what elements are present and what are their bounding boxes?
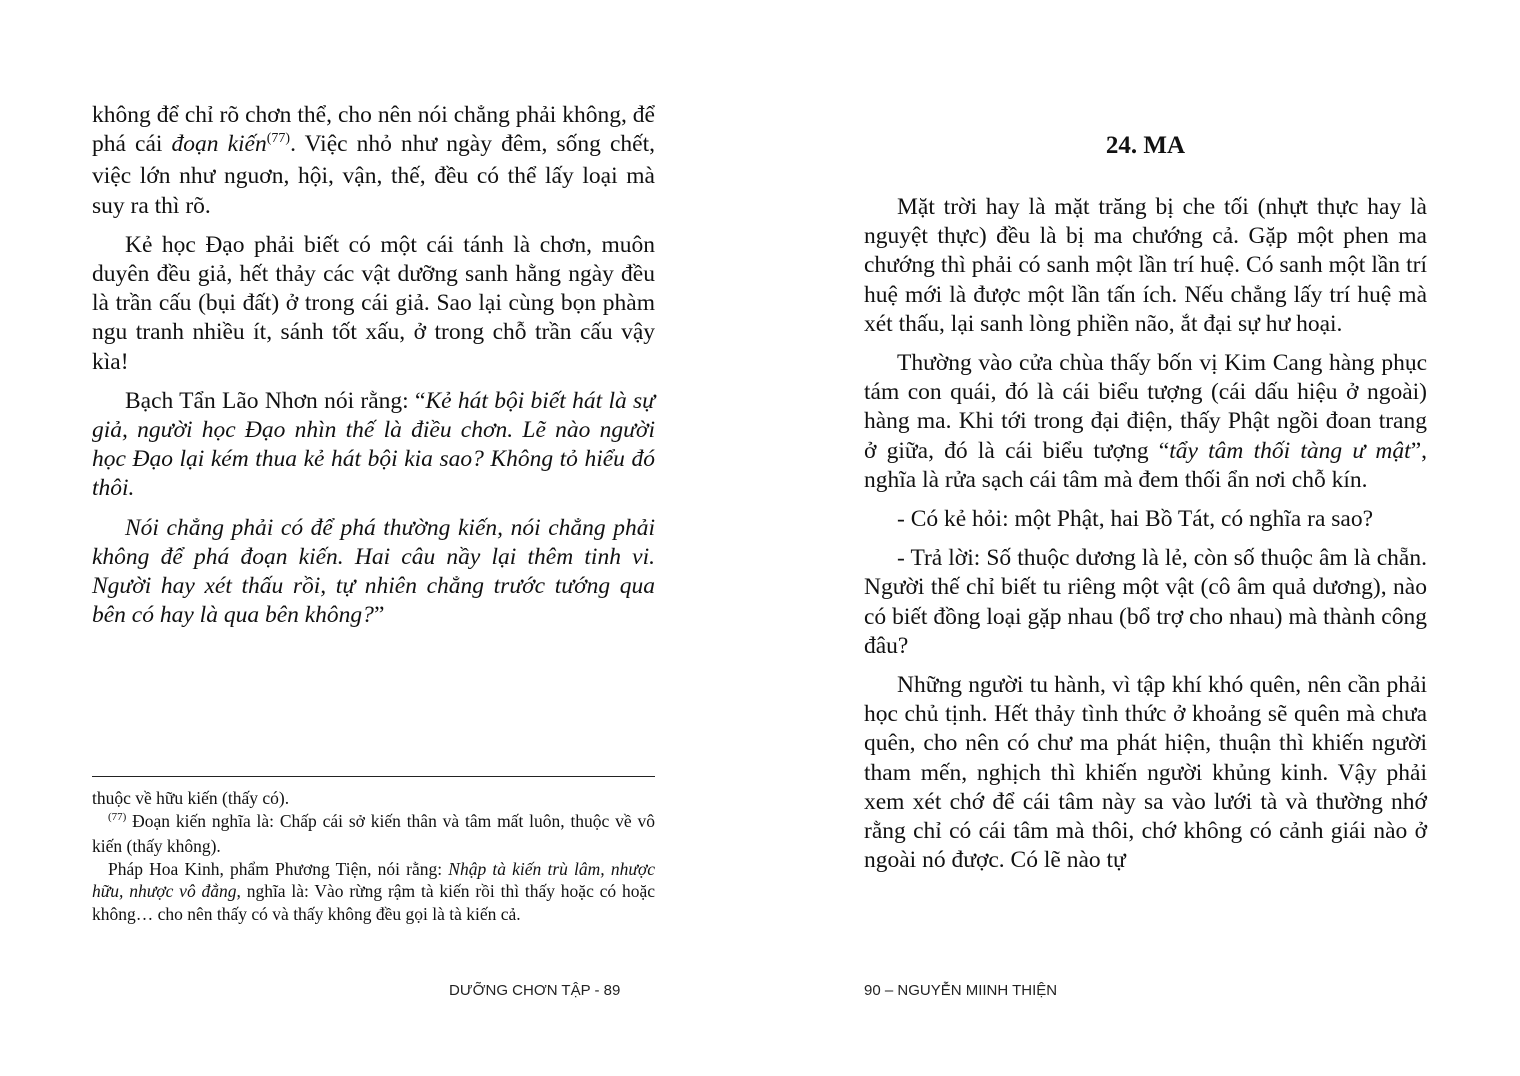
- footnote-italic: Nhập tà kiến trù lâm, nhược hữu, nhược vô đẳng: [92, 858, 655, 901]
- paragraph-text: không để chỉ rõ chơn thể, cho nên nói chẳng phải không, để phá cái: [92, 102, 655, 158]
- left-page: [92, 0, 655, 1076]
- chapter-title: 24. MA: [1105, 132, 1186, 159]
- italic-term: đoạn kiến: [171, 131, 267, 158]
- footnote-marker: (77): [108, 810, 127, 823]
- paragraph-text: Bạch Tẩn Lão Nhơn nói rằng: “: [125, 387, 426, 414]
- paragraph: Mặt trời hay là mặt trăng bị che tối (nhựt thực hay là nguyệt thực) đều là bị ma chướng cả. Gặp một phen ma chướng thì phải có sanh một lần trí huệ. Có sanh một lần trí huệ mới là được một lần tấn ích. Nếu chẳng lấy trí huệ mà xét thấu, lại sanh lòng phiền não, ắt đại sự hư hoại.: [864, 194, 1427, 337]
- footnote: [92, 858, 655, 926]
- left-page-body: [92, 101, 655, 640]
- quotation: Kẻ hát bội biết hát là sự giả, người học Đạo nhìn thế là điều chơn. Lẽ nào người học Đạo lại kém thua kẻ hát bội kia sao? Không tỏ hiểu đó thôi.: [92, 387, 655, 502]
- footnote-text: Pháp Hoa Kinh, phẩm Phương Tiện, nói rằng:: [108, 858, 449, 879]
- paragraph-text: Thường vào cửa chùa thấy bốn vị Kim Cang hàng phục tám con quái, đó là cái biểu tượng (cái dấu hiệu ở ngoài) hàng ma. Khi tới trong đại điện, thấy Phật ngồi đoan trang ở giữa, đó là cái biểu tượng “: [864, 350, 1427, 464]
- right-page-body: [864, 193, 1427, 885]
- quotation: Nói chẳng phải có để phá thường kiến, nói chẳng phải không để phá đoạn kiến. Hai câu nầy lại thêm tinh vi. Người hay xét thấu rồi, tự nhiên chẳng trước tướng qua bên có hay là qua bên không?: [92, 514, 655, 629]
- italic-phrase: tẩy tâm thối tàng ư mật: [1169, 437, 1411, 464]
- paragraph: [864, 349, 1427, 495]
- footnote-text: Đoạn kiến nghĩa là: Chấp cái sở kiến thân và tâm mất luôn, thuộc về vô kiến (thấy không).: [92, 810, 655, 856]
- footnote: thuộc về hữu kiến (thấy có).: [92, 788, 290, 808]
- page-footer: 90 – NGUYỄN MIINH THIỆN: [864, 982, 1058, 999]
- paragraph: Những người tu hành, vì tập khí khó quên, nên cần phải học chủ tịnh. Hết thảy tình thức ở khoảng sẽ quên mà chưa quên, cho nên có chư ma phát hiện, thuận thì khiến người tham mến, nghịch thì khiến người khủng kinh. Vậy phải xem xét chớ để cái tâm này sa vào lưới tà và thường nhớ rằng chỉ có cái tâm mà thôi, chớ không có cảnh giái nào ở ngoài nó được. Có lẽ nào tự: [864, 672, 1427, 874]
- footnote-reference: (77): [266, 131, 291, 147]
- paragraph: - Trả lời: Số thuộc dương là lẻ, còn số thuộc âm là chẵn. Người thế chỉ biết tu riêng một vật (cô âm quả dương), nào có biết đồng loại gặp nhau (bổ trợ cho nhau) mà thành công đâu?: [864, 545, 1427, 659]
- paragraph-text: ”, nghĩa là rửa sạch cái tâm mà đem thối ẩn nơi chỗ kín.: [864, 437, 1427, 493]
- paragraph-text: . Việc nhỏ như ngày đêm, sống chết, việc lớn như nguơn, hội, vận, thế, đều có thể lấy loại mà suy ra thì rõ.: [92, 131, 655, 219]
- paragraph: [92, 101, 655, 221]
- footnote-text: , nghĩa là: Vào rừng rậm tà kiến rồi thì thấy hoặc có hoặc không… cho nên thấy có và thấy không đều gọi là tà kiến cả.: [92, 881, 655, 924]
- footnote-separator: [92, 776, 655, 777]
- paragraph: [92, 387, 655, 504]
- closing-quote: ”: [373, 602, 385, 629]
- paragraph: Kẻ học Đạo phải biết có một cái tánh là chơn, muôn duyên đều giả, hết thảy các vật dưỡng sanh hằng ngày đều là trần cấu (bụi đất) ở trong cái giả. Sao lại cùng bọn phàm ngu tranh nhiều ít, sánh tốt xấu, ở trong chỗ trần cấu vậy kìa!: [92, 231, 655, 375]
- paragraph: - Có kẻ hỏi: một Phật, hai Bồ Tát, có nghĩa ra sao?: [897, 506, 1374, 533]
- right-page: [864, 0, 1427, 1076]
- footnotes: [92, 787, 655, 925]
- footnote: [92, 810, 655, 858]
- paragraph: [92, 514, 655, 631]
- page-footer: DƯỠNG CHƠN TẬP - 89: [449, 982, 621, 999]
